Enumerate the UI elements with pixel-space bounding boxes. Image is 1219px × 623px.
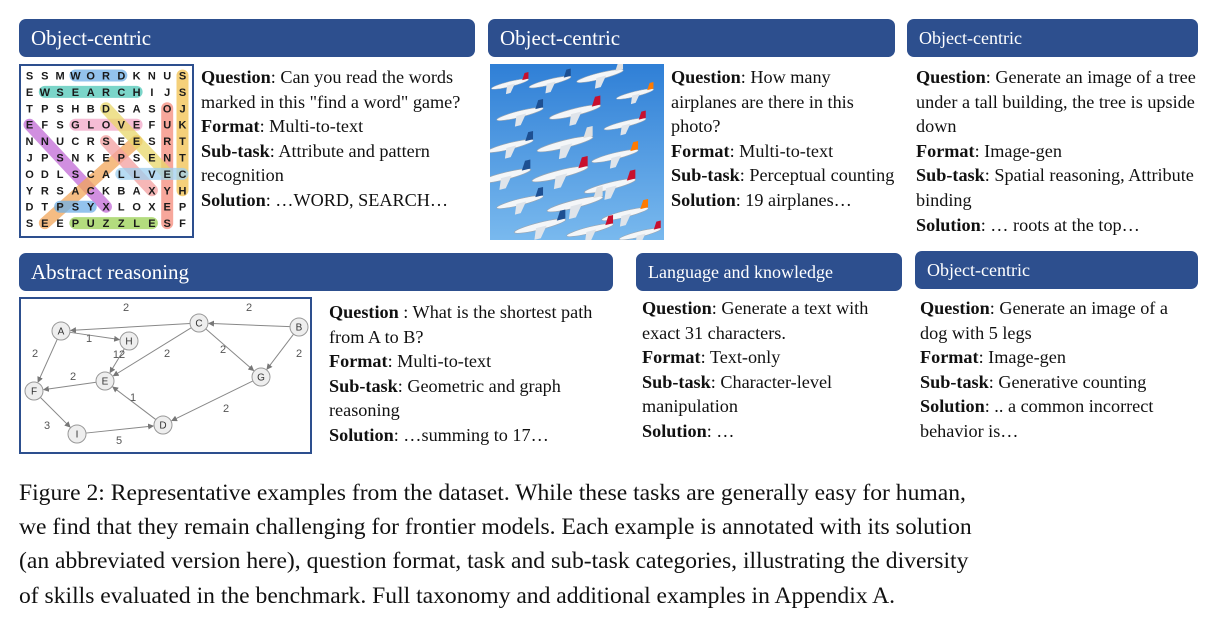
graph-edge-weight: 2 — [69, 371, 77, 383]
format-text: : Multi-to-text — [259, 116, 364, 137]
wordsearch-letter: C — [178, 168, 187, 181]
wordsearch-letter: T — [179, 152, 186, 165]
format-label: Format — [201, 116, 260, 137]
format-text: : Multi-to-text — [729, 140, 834, 161]
wordsearch-letter: F — [179, 218, 186, 231]
wordsearch-letter: D — [117, 70, 126, 83]
airplane — [602, 110, 650, 138]
wordsearch-letter: P — [56, 201, 64, 214]
wordsearch-letter: O — [132, 201, 141, 214]
wordsearch-letter: A — [86, 86, 95, 99]
airplanes-illustration — [490, 64, 664, 240]
graph-node-label: I — [75, 429, 79, 441]
format-text: : Image-gen — [978, 347, 1066, 368]
format-text: : Text-only — [700, 347, 781, 368]
question-label: Question — [329, 302, 399, 322]
airplane — [590, 141, 643, 173]
wordsearch-letter: V — [117, 119, 125, 132]
wordsearch-letter: C — [86, 185, 95, 198]
graph-edge-weight: 1 — [85, 333, 93, 345]
format-text: : Multi-to-text — [387, 351, 492, 372]
graph-edge-weight: 2 — [245, 302, 253, 314]
question-text: : Generate an image of a tree under a tall building, the tree is upside down — [916, 67, 1196, 137]
wordsearch-letter: U — [163, 70, 172, 83]
wordsearch-letter: O — [86, 70, 95, 83]
graph-node-label: C — [195, 318, 203, 330]
wordsearch-letter: A — [102, 168, 110, 181]
wordsearch-letter: Z — [102, 218, 110, 231]
wordsearch-letter: C — [117, 86, 126, 99]
question-label: Question — [201, 67, 271, 87]
panel-header-text31: Language and knowledge — [636, 253, 902, 291]
graph-node-label: D — [159, 420, 167, 432]
wordsearch-letter: U — [163, 119, 172, 132]
graph-edge-weight: 5 — [115, 435, 123, 447]
graph-edge-weight: 2 — [219, 344, 227, 356]
airplane — [495, 187, 548, 219]
wordsearch-letter: S — [25, 218, 34, 231]
airplane — [512, 209, 571, 240]
wordsearch-letter: E — [56, 218, 64, 231]
wordsearch-letter: W — [39, 86, 50, 99]
solution-label: Solution — [920, 396, 985, 417]
format-label: Format — [916, 140, 975, 161]
wordsearch-letter: L — [133, 218, 140, 231]
solution-text: : …summing to 17… — [393, 424, 549, 445]
graph-node-label: E — [101, 376, 109, 388]
wordsearch-letter: S — [102, 136, 110, 149]
wordsearch-letter: K — [102, 185, 110, 198]
wordsearch-grid — [21, 66, 192, 236]
wordsearch-letter: G — [71, 119, 80, 132]
wordsearch-letter: L — [117, 168, 125, 181]
wordsearch-letter: U — [56, 136, 65, 149]
graph-edge — [209, 323, 290, 326]
wordsearch-letter: H — [132, 86, 141, 99]
airplane — [490, 159, 536, 194]
wordsearch-letter: E — [25, 86, 34, 99]
solution-text: : 19 airplanes… — [735, 189, 852, 210]
wordsearch-letter: N — [163, 152, 172, 165]
wordsearch-letter: S — [56, 152, 64, 165]
wordsearch-letter: H — [71, 103, 80, 116]
wordsearch-letter: O — [162, 103, 172, 116]
caption-line: Figure 2: Representative examples from the dataset. While these tasks are generally easy for human, — [19, 480, 966, 506]
wordsearch-letter: B — [86, 103, 95, 116]
graph-edge — [38, 339, 57, 382]
wordsearch-letter: A — [132, 103, 141, 116]
airplane — [495, 99, 548, 131]
question-text: : How many airplanes are there in this photo? — [671, 67, 854, 137]
wordsearch-letter: A — [71, 185, 80, 198]
wordsearch-letter: S — [178, 70, 187, 83]
panel-text-graph — [329, 300, 614, 448]
solution-label: Solution — [671, 189, 736, 210]
graph-edge — [70, 332, 119, 339]
wordsearch-letter: E — [132, 136, 141, 149]
wordsearch-letter: S — [56, 185, 64, 198]
wordsearch-letter: O — [25, 168, 34, 181]
graph-edge — [71, 324, 190, 331]
panel-text-text31 — [642, 296, 902, 444]
wordsearch-letter: L — [117, 201, 125, 214]
subtask-label: Sub-task — [920, 371, 989, 392]
wordsearch-letter: E — [163, 168, 171, 181]
wordsearch-letter: S — [148, 136, 156, 149]
airplane — [490, 131, 538, 163]
wordsearch-letter: P — [41, 103, 49, 116]
wordsearch-letter: E — [148, 152, 156, 165]
wordsearch-letter: S — [41, 70, 49, 83]
panel-text-dog — [920, 296, 1195, 444]
wordsearch-letter: L — [133, 168, 140, 181]
wordsearch-letter: K — [132, 70, 141, 83]
wordsearch-letter: T — [41, 201, 49, 214]
format-text: : Image-gen — [974, 140, 1062, 161]
caption-line: of skills evaluated in the benchmark. Full taxonomy and additional examples in Appendix A. — [19, 582, 896, 609]
graph-edge-weight: 3 — [43, 420, 51, 432]
wordsearch-letter: H — [178, 185, 187, 198]
subtask-text: : Geometric and graph reasoning — [329, 375, 561, 421]
wordsearch-letter: R — [163, 136, 172, 149]
wordsearch-letter: I — [150, 86, 154, 99]
wordsearch-letter: S — [163, 218, 171, 231]
wordsearch-letter: S — [178, 86, 187, 99]
wordsearch-letter: S — [25, 70, 34, 83]
wordsearch-letter: R — [102, 86, 110, 99]
panel-header-graph: Abstract reasoning — [19, 253, 613, 291]
wordsearch-letter: F — [148, 119, 156, 132]
wordsearch-letter: D — [25, 201, 34, 214]
subtask-text: : Generative counting — [988, 371, 1147, 392]
wordsearch-letter: C — [71, 136, 80, 149]
wordsearch-letter: S — [132, 152, 141, 165]
figure-caption — [19, 476, 1209, 613]
wordsearch-letter: K — [86, 152, 95, 165]
panel-header-tree: Object-centric — [907, 19, 1198, 57]
format-label: Format — [920, 347, 979, 368]
wordsearch-letter: N — [71, 152, 80, 165]
format-label: Format — [671, 140, 730, 161]
wordsearch-letter: J — [26, 152, 33, 165]
graph-edge-weight: 12 — [112, 349, 126, 361]
wordsearch-letter: N — [147, 70, 156, 83]
wordsearch-letter: E — [117, 136, 125, 149]
wordsearch-letter: U — [86, 218, 95, 231]
format-label: Format — [329, 351, 388, 372]
wordsearch-letter: O — [101, 119, 111, 132]
question-label: Question — [916, 67, 986, 87]
wordsearch-letter: R — [40, 185, 49, 198]
wordsearch-letter: A — [132, 185, 141, 198]
wordsearch-letter: E — [71, 86, 80, 99]
graph-edge-weight: 2 — [31, 348, 39, 360]
wordsearch-letter: S — [117, 103, 125, 116]
airplane — [534, 126, 598, 164]
question-label: Question — [920, 298, 990, 318]
solution-label: Solution — [642, 420, 707, 441]
wordsearch-letter: E — [163, 201, 171, 214]
graph-diagram — [21, 299, 310, 452]
question-label: Question — [642, 298, 712, 318]
wordsearch-letter: Y — [25, 185, 34, 198]
question-label: Question — [671, 67, 741, 87]
airplane — [565, 215, 618, 240]
wordsearch-image — [19, 64, 194, 238]
wordsearch-letter: T — [26, 103, 33, 116]
graph-node-label: B — [295, 322, 303, 334]
airplane — [527, 68, 575, 96]
graph-edge-weight: 1 — [129, 392, 137, 404]
wordsearch-letter: K — [178, 119, 187, 132]
subtask-text: : Perceptual counting — [739, 165, 895, 186]
wordsearch-letter: X — [148, 201, 156, 214]
wordsearch-letter: R — [86, 136, 95, 149]
subtask-label: Sub-task — [671, 165, 740, 186]
graph-edge-weight: 2 — [122, 302, 130, 314]
airplane — [544, 186, 608, 224]
graph-edge — [44, 382, 96, 389]
panel-text-wordsearch — [201, 65, 486, 213]
wordsearch-letter: X — [148, 185, 156, 198]
question-text: : Generate a text with exact 31 characters. — [642, 298, 869, 343]
wordsearch-letter: X — [102, 201, 110, 214]
wordsearch-letter: E — [41, 218, 49, 231]
graph-edge-weight: 2 — [222, 403, 230, 415]
format-label: Format — [642, 347, 701, 368]
graph-edge-weight: 2 — [295, 348, 303, 360]
wordsearch-letter: P — [178, 201, 187, 214]
wordsearch-letter: D — [102, 103, 110, 116]
wordsearch-letter: C — [86, 168, 95, 181]
wordsearch-letter: T — [179, 136, 186, 149]
wordsearch-letter: L — [56, 168, 64, 181]
wordsearch-letter: B — [117, 185, 126, 198]
caption-line: we find that they remain challenging for frontier models. Each example is annotated with its solution — [19, 514, 972, 541]
solution-label: Solution — [916, 214, 981, 235]
wordsearch-letter: D — [40, 168, 49, 181]
wordsearch-letter: E — [25, 119, 34, 132]
airplanes-photo — [490, 64, 664, 240]
graph-node-label: A — [57, 326, 65, 338]
wordsearch-letter: S — [56, 119, 64, 132]
solution-label: Solution — [329, 424, 394, 445]
airplane — [547, 95, 606, 130]
wordsearch-letter: E — [148, 218, 156, 231]
wordsearch-letter: S — [148, 103, 156, 116]
wordsearch-letter: R — [102, 70, 110, 83]
wordsearch-letter: V — [148, 168, 156, 181]
graph-image — [19, 297, 312, 454]
wordsearch-letter: P — [117, 152, 125, 165]
airplane — [490, 72, 532, 97]
solution-text: : … roots at the top… — [980, 214, 1140, 235]
graph-edge-weight: 2 — [163, 348, 171, 360]
wordsearch-letter: N — [40, 136, 49, 149]
question-text: : Generate an image of a dog with 5 legs — [920, 298, 1168, 343]
airplane — [615, 82, 658, 107]
graph-edge — [206, 329, 254, 371]
subtask-text: : Attribute and pattern recognition — [201, 140, 430, 186]
wordsearch-letter: E — [132, 119, 141, 132]
panel-header-wordsearch: Object-centric — [19, 19, 475, 57]
wordsearch-letter: L — [87, 119, 95, 132]
wordsearch-letter: M — [55, 70, 65, 83]
wordsearch-letter: W — [70, 70, 81, 83]
question-text: : Can you read the words marked in this "find a word" game? — [201, 67, 461, 112]
graph-node-label: F — [30, 386, 38, 398]
question-text: : What is the shortest path from A to B? — [329, 302, 593, 347]
graph-edge — [172, 381, 253, 421]
subtask-label: Sub-task — [642, 371, 711, 392]
panel-text-tree — [916, 65, 1196, 237]
wordsearch-letter: Z — [117, 218, 125, 231]
wordsearch-letter: S — [71, 168, 80, 181]
solution-text: : … — [706, 420, 735, 441]
panel-text-airplanes — [671, 65, 896, 213]
graph-edge — [267, 334, 294, 369]
subtask-text: : Character-level manipulation — [642, 371, 833, 417]
wordsearch-letter: S — [71, 201, 80, 214]
graph-edge — [86, 426, 153, 433]
graph-node-label: H — [125, 336, 133, 348]
graph-node-label: G — [257, 372, 265, 384]
wordsearch-letter: Y — [163, 185, 171, 198]
solution-label: Solution — [201, 189, 266, 210]
wordsearch-letter: P — [71, 218, 80, 231]
wordsearch-letter: N — [25, 136, 34, 149]
subtask-label: Sub-task — [329, 375, 398, 396]
solution-text: : .. a common incorrect behavior is… — [920, 396, 1154, 441]
wordsearch-letter: S — [56, 103, 64, 116]
wordsearch-letter: P — [41, 152, 49, 165]
wordsearch-letter: E — [102, 152, 110, 165]
wordsearch-letter: Y — [87, 201, 95, 214]
panel-header-dog: Object-centric — [915, 251, 1198, 289]
wordsearch-letter: J — [179, 103, 186, 116]
caption-line: (an abbreviated version here), question format, task and sub-task categories, illustrating the diversity — [19, 548, 969, 575]
subtask-label: Sub-task — [916, 165, 985, 186]
airplane — [575, 64, 628, 92]
wordsearch-letter: S — [56, 86, 64, 99]
wordsearch-letter: F — [41, 119, 49, 132]
panel-header-airplanes: Object-centric — [488, 19, 895, 57]
solution-text: : …WORD, SEARCH… — [265, 189, 449, 210]
wordsearch-letter: J — [164, 86, 171, 99]
subtask-label: Sub-task — [201, 140, 270, 161]
subtask-text: : Spatial reasoning, Attribute binding — [916, 165, 1194, 210]
